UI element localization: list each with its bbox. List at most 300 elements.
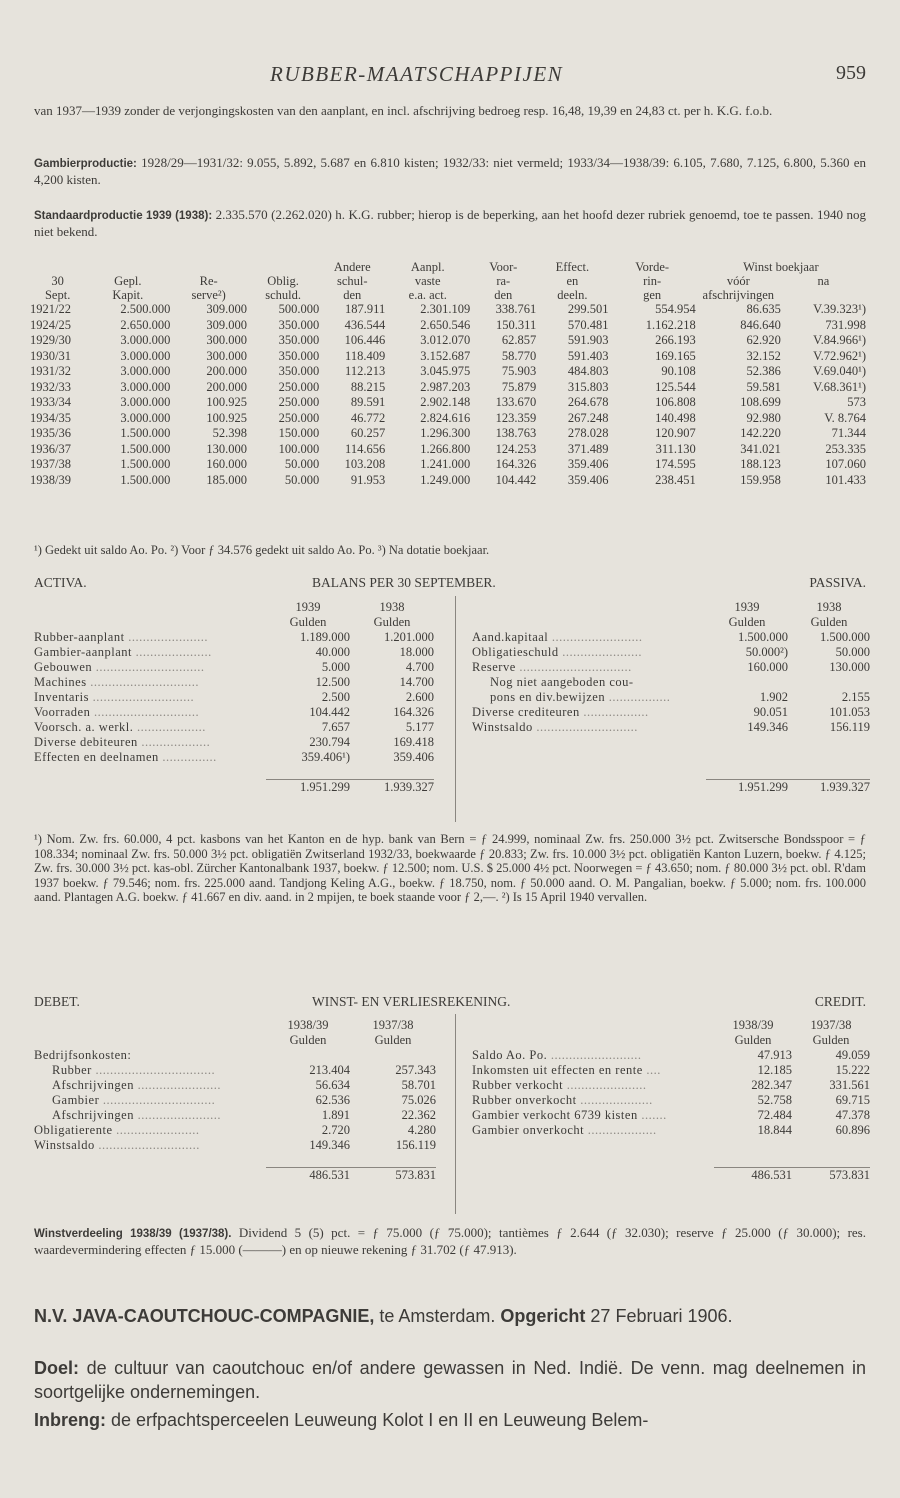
column-header: den <box>494 288 513 302</box>
leader-dots: ............... <box>158 750 217 764</box>
table-cell: 200.000 <box>206 364 247 379</box>
debet-row <box>34 1078 436 1093</box>
table-cell: 58.770 <box>501 348 537 363</box>
value-current: 1.902 <box>759 690 788 704</box>
leader-dots: ....................... <box>133 1078 221 1092</box>
unit-header-row <box>34 1033 436 1048</box>
value-previous: 4.280 <box>407 1123 436 1137</box>
column-header: rin- <box>643 274 662 288</box>
value-previous: 69.715 <box>835 1093 870 1107</box>
value-current: 2.720 <box>321 1123 350 1137</box>
activa-row <box>34 735 434 750</box>
activa-table <box>34 600 434 795</box>
table-cell: 103.208 <box>344 457 386 472</box>
value-current: 62.536 <box>315 1093 350 1107</box>
column-header <box>247 260 319 274</box>
table-cell: 315.803 <box>567 379 609 394</box>
value-previous: 359.406 <box>393 750 434 764</box>
line-label <box>34 675 266 690</box>
passiva-row <box>472 645 870 660</box>
line-label-text: Afschrijvingen <box>52 1108 134 1122</box>
table-cell: 1929/30 <box>30 333 71 348</box>
value-previous: 1.201.000 <box>384 630 434 644</box>
table-cell: 846.640 <box>740 317 781 332</box>
table-cell: 75.903 <box>501 364 537 379</box>
table-row <box>30 457 866 473</box>
table-cell: 2.902.148 <box>420 395 471 410</box>
unit-header: Gulden <box>728 615 766 629</box>
leader-dots: ...................... <box>124 630 208 644</box>
passiva-row <box>472 675 870 690</box>
leader-dots: ....... <box>637 1108 667 1122</box>
leader-dots: ..................... <box>131 645 212 659</box>
value-previous: 2.600 <box>405 690 434 704</box>
value-previous: 47.378 <box>835 1108 870 1122</box>
column-header: Effect. <box>555 260 590 274</box>
line-label-text: Rubber-aanplant <box>34 630 125 644</box>
column-header: Sept. <box>44 288 71 302</box>
balans-title: BALANS PER 30 SEPTEMBER. <box>312 575 496 590</box>
table-cell: 436.544 <box>344 317 386 332</box>
table-cell: 1924/25 <box>30 317 71 332</box>
value-current: 12.185 <box>757 1063 792 1077</box>
value-current: 12.500 <box>315 675 350 689</box>
line-label <box>472 1108 714 1123</box>
table-cell: 52.398 <box>212 426 247 441</box>
line-label <box>472 720 706 735</box>
header-row <box>30 288 866 302</box>
activa-label: ACTIVA. <box>34 575 87 590</box>
table-cell: 159.958 <box>740 472 781 487</box>
table-cell: 130.000 <box>206 441 247 456</box>
value-current: 230.794 <box>309 735 350 749</box>
table-cell: 60.257 <box>350 426 386 441</box>
column-header: Andere <box>333 260 371 274</box>
table-cell: 311.130 <box>655 441 696 456</box>
passiva-row <box>472 690 870 705</box>
leader-dots: ...................... <box>558 645 643 659</box>
total-previous: 1.939.327 <box>350 780 434 796</box>
table-cell: 86.635 <box>746 302 781 317</box>
table-cell: 1.500.000 <box>120 441 171 456</box>
table-cell: V. 8.764 <box>824 410 866 425</box>
table-cell: 150.311 <box>496 317 537 332</box>
table-cell: 124.253 <box>495 441 537 456</box>
value-current: 359.406¹) <box>301 750 350 764</box>
intro-paragraph: van 1937—1939 zonder de verjongingskosten van den aanplant, en incl. afschrijving bedroeg resp. 16,48, 19,39 en 24,83 ct. per h. K.G. f.o.b. <box>34 103 773 118</box>
column-header: den <box>343 288 362 302</box>
unit-header: Gulden <box>734 1033 772 1047</box>
table-cell: 250.000 <box>278 379 320 394</box>
opgericht-date: 27 Februari 1906. <box>585 1306 733 1326</box>
table-cell: 100.925 <box>206 395 247 410</box>
doel-text: de cultuur van caoutchouc en/of andere gewassen in Ned. Indië. De venn. mag deelnemen in soortgelijke ondernemingen. <box>34 1358 866 1402</box>
table-cell: 91.953 <box>350 472 386 487</box>
activa-row <box>34 660 434 675</box>
table-cell: 570.481 <box>567 317 609 332</box>
line-label-text: Voorraden <box>34 705 91 719</box>
table-cell: 341.021 <box>740 441 781 456</box>
credit-row <box>472 1093 870 1108</box>
value-previous: 60.896 <box>835 1123 870 1137</box>
line-label <box>472 1078 714 1093</box>
value-current: 56.634 <box>315 1078 350 1092</box>
value-current: 52.758 <box>757 1093 792 1107</box>
opgericht-label: Opgericht <box>495 1306 586 1326</box>
balans-footnotes: ¹) Nom. Zw. frs. 60.000, 4 pct. kasbons van het Kanton en de hyp. bank van Bern = ƒ 24.999, nominaal Zw. frs. 250.000 3½ pct. Zwitsersche Bondsspoor = ƒ 108.334; nominaal Zw. frs. 50.000 3½ pct. obligatiën Zwitserland 1932/33, boekwaarde ƒ 20.833; Zw. frs. 10.000 3½ pct. obligatiën Kanton Luzern, boekw. ƒ 4.125; Zw. frs. 30.000 3½ pct. kas-obl. Zürcher Kantonalbank 1937, boekw. ƒ 12.500; nom. U.S. $ 25.000 4½ pct. Noorwegen = ƒ 43.650; nom. ƒ 80.000 3½ pct. obl. R'dam 1937 boekw. ƒ 79.546; nom. frs. 225.000 aand. Tandjong Keling A.G., boekw. ƒ 18.750, nom. ƒ 50.000 aand. O. M. Pangalian, boekw. ƒ 5.000; nom. frs. 100.000 aand. Plantagen A.G. boekw. ƒ 41.667 en div. aand. in 2 mpijen, te boek staande voor ƒ 2,—. ²) Is 15 April 1940 vervallen. <box>34 832 866 904</box>
unit-header: Gulden <box>373 615 411 629</box>
value-current: 213.404 <box>309 1063 350 1077</box>
table-cell: V.68.361¹) <box>813 379 866 394</box>
table-cell: 3.152.687 <box>420 348 471 363</box>
table-cell: 299.501 <box>567 302 609 317</box>
year-header: 1937/38 <box>372 1018 414 1032</box>
table-cell: 1.249.000 <box>420 472 471 487</box>
credit-row <box>472 1063 870 1078</box>
spacer-cell <box>34 780 266 796</box>
table-cell: 174.595 <box>655 457 696 472</box>
table-cell: 3.045.975 <box>420 364 471 379</box>
winstverdeeling-text: Dividend 5 (5) pct. = ƒ 75.000 (ƒ 75.000); tantièmes ƒ 2.644 (ƒ 32.030); reserve ƒ 25.000 (ƒ 30.000); res. waardevermindering effecten ƒ 15.000 (———) en op nieuwe rekening ƒ 31.702 (ƒ 47.913). <box>34 1225 866 1257</box>
table-cell: 46.772 <box>350 410 386 425</box>
table-cell: 591.903 <box>567 333 609 348</box>
table-cell: 1.162.218 <box>645 317 696 332</box>
table-row <box>30 395 866 411</box>
table-cell: 62.857 <box>501 333 537 348</box>
column-header: Re- <box>199 274 218 288</box>
company-name: N.V. JAVA-CAOUTCHOUC-COMPAGNIE, <box>34 1306 375 1326</box>
table-cell: 309.000 <box>206 317 247 332</box>
table-cell: 554.954 <box>655 302 696 317</box>
leader-dots: ............................ <box>88 690 195 704</box>
total-previous: 573.831 <box>792 1168 870 1184</box>
value-current: 72.484 <box>757 1108 792 1122</box>
table-cell: 50.000 <box>284 457 320 472</box>
table-cell: 484.803 <box>567 364 609 379</box>
table-cell: 3.012.070 <box>420 333 471 348</box>
line-label-text: Saldo Ao. Po. <box>472 1048 548 1062</box>
table-cell: 266.193 <box>655 333 696 348</box>
inbreng-label: Inbreng: <box>34 1410 106 1430</box>
value-current: 5.000 <box>321 660 350 674</box>
line-label-text: Bedrijfsonkosten: <box>34 1048 132 1062</box>
table-cell: 350.000 <box>278 348 320 363</box>
table-cell: 309.000 <box>206 302 247 317</box>
value-previous: 331.561 <box>829 1078 870 1092</box>
value-current: 1.891 <box>321 1108 350 1122</box>
passiva-row <box>472 630 870 645</box>
leader-dots: ............................ <box>94 1138 200 1152</box>
spacer-cell <box>472 600 706 615</box>
column-header: Vorde- <box>635 260 670 274</box>
table-row <box>30 333 866 349</box>
table-row <box>30 411 866 427</box>
winst-divider <box>455 1014 456 1214</box>
line-label-text: Voorsch. a. werkl. <box>34 720 134 734</box>
table-cell: 1.266.800 <box>420 441 471 456</box>
table-cell: 52.386 <box>746 364 781 379</box>
credit-row <box>472 1078 870 1093</box>
leader-dots: ................. <box>605 690 671 704</box>
header-row <box>30 260 866 274</box>
line-label <box>34 645 266 660</box>
leader-dots: ....................... <box>133 1108 221 1122</box>
standaard-paragraph <box>34 207 866 239</box>
line-label <box>34 1063 266 1078</box>
column-header: Kapit. <box>112 288 144 302</box>
line-label <box>34 1138 266 1153</box>
table-cell: 1921/22 <box>30 302 71 317</box>
year-header: 1938/39 <box>732 1018 774 1032</box>
table-cell: 731.998 <box>825 317 866 332</box>
table-cell: 3.000.000 <box>120 410 171 425</box>
spacer-cell <box>472 1033 714 1048</box>
table-row <box>30 364 866 380</box>
line-label-text: Obligatieschuld <box>472 645 559 659</box>
value-previous: 257.343 <box>395 1063 436 1077</box>
activa-row <box>34 675 434 690</box>
value-current: 149.346 <box>309 1138 350 1152</box>
table-cell: 112.213 <box>345 364 386 379</box>
standaard-text: 2.335.570 (2.262.020) h. K.G. rubber; hierop is de beperking, aan het hoofd dezer rubriek genoemd, toe te passen. 1940 nog niet bekend. <box>34 207 866 239</box>
line-label <box>472 1048 714 1063</box>
leader-dots: ............................... <box>99 1093 216 1107</box>
table-cell: 92.980 <box>746 410 781 425</box>
value-previous <box>350 1048 436 1063</box>
totals-row <box>472 1168 870 1184</box>
inbreng-paragraph <box>34 1408 866 1432</box>
table-cell: 1933/34 <box>30 395 71 410</box>
value-current: 2.500 <box>321 690 350 704</box>
table-cell: 1931/32 <box>30 364 71 379</box>
credit-table <box>472 1018 870 1183</box>
column-header: afschrijvingen <box>702 288 775 302</box>
table-cell: 138.763 <box>495 426 537 441</box>
spacer-row <box>472 735 870 780</box>
table-row <box>30 318 866 334</box>
activa-row <box>34 645 434 660</box>
table-cell: 150.000 <box>278 426 320 441</box>
unit-header-row <box>34 615 434 630</box>
year-header: 1939 <box>295 600 321 614</box>
table-cell: 2.500.000 <box>120 302 171 317</box>
credit-row <box>472 1108 870 1123</box>
table-cell: 253.335 <box>825 441 866 456</box>
credit-row <box>472 1048 870 1063</box>
value-current: 40.000 <box>315 645 350 659</box>
year-header-row <box>34 1018 436 1033</box>
leader-dots: ...................... <box>563 1078 647 1092</box>
inbreng-text: de erfpachtsperceelen Leuweung Kolot I en II en Leuweung Belem- <box>106 1410 649 1430</box>
leader-dots: ................... <box>133 720 206 734</box>
balans-divider <box>455 596 456 822</box>
doel-paragraph <box>34 1356 866 1404</box>
column-header <box>170 260 247 274</box>
table-cell: 3.000.000 <box>120 333 171 348</box>
table-cell: 88.215 <box>350 379 386 394</box>
line-label <box>34 1093 266 1108</box>
table-cell: 1.500.000 <box>120 457 171 472</box>
line-label-text: Rubber onverkocht <box>472 1093 577 1107</box>
line-label <box>34 720 266 735</box>
debet-row <box>34 1108 436 1123</box>
table-cell: 278.028 <box>567 426 609 441</box>
debet-table <box>34 1018 436 1183</box>
table-row <box>30 426 866 442</box>
gambier-text: 1928/29—1931/32: 9.055, 5.892, 5.687 en 6.810 kisten; 1932/33: niet vermeld; 1933/34—1938/39: 6.105, 7.680, 7.125, 6.800, 5.360 en 4,200 kisten. <box>34 155 866 187</box>
table-cell: 350.000 <box>278 317 320 332</box>
value-previous: 58.701 <box>401 1078 436 1092</box>
leader-dots: ............................. <box>90 705 200 719</box>
year-header-row <box>472 1018 870 1033</box>
table-cell: 100.925 <box>206 410 247 425</box>
value-current: 104.442 <box>309 705 350 719</box>
table-cell: 140.498 <box>655 410 696 425</box>
unit-header: Gulden <box>810 615 848 629</box>
table-cell: 50.000 <box>284 472 320 487</box>
column-header: schul- <box>336 274 368 288</box>
spacer-row <box>34 1153 436 1168</box>
line-label <box>34 1048 266 1063</box>
running-header: RUBBER-MAATSCHAPPIJEN <box>270 62 564 86</box>
line-label-text: Effecten en deelnamen <box>34 750 159 764</box>
line-label-text: Nog niet aangeboden cou- <box>490 675 634 689</box>
line-label-text: Inventaris <box>34 690 89 704</box>
table-cell: 104.442 <box>495 472 537 487</box>
value-current <box>706 675 788 690</box>
leader-dots: .... <box>642 1063 661 1077</box>
table-row <box>30 349 866 365</box>
table-cell: 160.000 <box>206 457 247 472</box>
leader-dots: ................... <box>137 735 211 749</box>
activa-row <box>34 750 434 765</box>
line-label <box>34 690 266 705</box>
table-cell: 3.000.000 <box>120 364 171 379</box>
spacer-cell <box>472 780 706 796</box>
table-cell: 371.489 <box>567 441 609 456</box>
debet-row <box>34 1138 436 1153</box>
debet-row <box>34 1048 436 1063</box>
leader-dots: .................. <box>579 705 649 719</box>
column-header <box>85 260 170 274</box>
table-cell: 300.000 <box>206 333 247 348</box>
winst-title: WINST- EN VERLIESREKENING. <box>312 994 511 1009</box>
table-cell: 1930/31 <box>30 348 71 363</box>
gambier-paragraph <box>34 155 866 187</box>
line-label-text: Gambier <box>52 1093 100 1107</box>
passiva-row <box>472 705 870 720</box>
spacer-cell <box>34 1033 266 1048</box>
table-cell: 2.824.616 <box>420 410 471 425</box>
company-heading <box>34 1304 866 1328</box>
line-label-text: Afschrijvingen <box>52 1078 134 1092</box>
unit-header: Gulden <box>289 1033 327 1047</box>
year-header: 1937/38 <box>810 1018 852 1032</box>
column-header: Winst boekjaar <box>743 260 819 274</box>
value-previous: 22.362 <box>401 1108 436 1122</box>
table-cell: 3.000.000 <box>120 379 171 394</box>
value-previous: 101.053 <box>829 705 870 719</box>
table-cell: 71.344 <box>831 426 866 441</box>
line-label <box>472 630 706 645</box>
table-cell: 169.165 <box>655 348 696 363</box>
value-current: 1.189.000 <box>300 630 350 644</box>
table-cell: 89.591 <box>350 395 386 410</box>
table-cell: 250.000 <box>278 395 320 410</box>
table-cell: 106.446 <box>344 333 386 348</box>
column-header: Gepl. <box>114 274 142 288</box>
table-cell: 100.000 <box>278 441 320 456</box>
table-cell: 359.406 <box>567 457 609 472</box>
column-header: serve²) <box>191 288 226 302</box>
unit-header-row <box>472 1033 870 1048</box>
total-current: 486.531 <box>266 1168 350 1184</box>
line-label <box>472 1063 714 1078</box>
value-previous: 75.026 <box>401 1093 436 1107</box>
credit-row <box>472 1123 870 1138</box>
company-city: te Amsterdam. <box>374 1306 496 1326</box>
value-previous: 156.119 <box>395 1138 436 1152</box>
table-cell: 500.000 <box>278 302 320 317</box>
line-label <box>34 1078 266 1093</box>
unit-header-row <box>472 615 870 630</box>
line-label <box>472 690 706 705</box>
table-cell: 187.911 <box>345 302 386 317</box>
table-cell: 3.000.000 <box>120 348 171 363</box>
activa-row <box>34 630 434 645</box>
line-label <box>472 705 706 720</box>
leader-dots: ................................. <box>91 1063 216 1077</box>
table-cell: 62.920 <box>746 333 781 348</box>
line-label-text: Aand.kapitaal <box>472 630 549 644</box>
line-label <box>472 660 706 675</box>
line-label <box>34 735 266 750</box>
spacer-cell <box>34 1168 266 1184</box>
line-label-text: Machines <box>34 675 87 689</box>
table-cell: V.69.040¹) <box>813 364 866 379</box>
value-previous: 164.326 <box>393 705 434 719</box>
value-previous: 49.059 <box>835 1048 870 1062</box>
year-header: 1938/39 <box>287 1018 329 1032</box>
debet-row <box>34 1123 436 1138</box>
line-label-text: Winstsaldo <box>34 1138 95 1152</box>
winstverdeeling-label: Winstverdeeling 1938/39 (1937/38). <box>34 1228 232 1240</box>
leader-dots: .............................. <box>86 675 199 689</box>
value-previous: 2.155 <box>841 690 870 704</box>
table-cell: 123.359 <box>495 410 537 425</box>
table-cell: 1.241.000 <box>420 457 471 472</box>
column-header: deeln. <box>557 288 588 302</box>
unit-header: Gulden <box>289 615 327 629</box>
activa-row <box>34 705 434 720</box>
spacer-cell <box>34 1153 436 1168</box>
line-label-text: Reserve <box>472 660 516 674</box>
standaard-label: Standaardproductie 1939 (1938): <box>34 210 213 222</box>
spacer-row <box>34 765 434 780</box>
leader-dots: ............................... <box>515 660 632 674</box>
value-current: 18.844 <box>757 1123 792 1137</box>
debet-label: DEBET. <box>34 994 80 1009</box>
spacer-cell <box>472 1168 714 1184</box>
passiva-label: PASSIVA. <box>809 575 866 590</box>
spacer-cell <box>34 1018 266 1033</box>
spacer-cell <box>34 765 434 780</box>
table-cell: 1937/38 <box>30 457 71 472</box>
value-current: 1.500.000 <box>738 630 788 644</box>
column-header: en <box>566 274 579 288</box>
column-header: vóór <box>726 274 750 288</box>
line-label-text: Inkomsten uit effecten en rente <box>472 1063 643 1077</box>
